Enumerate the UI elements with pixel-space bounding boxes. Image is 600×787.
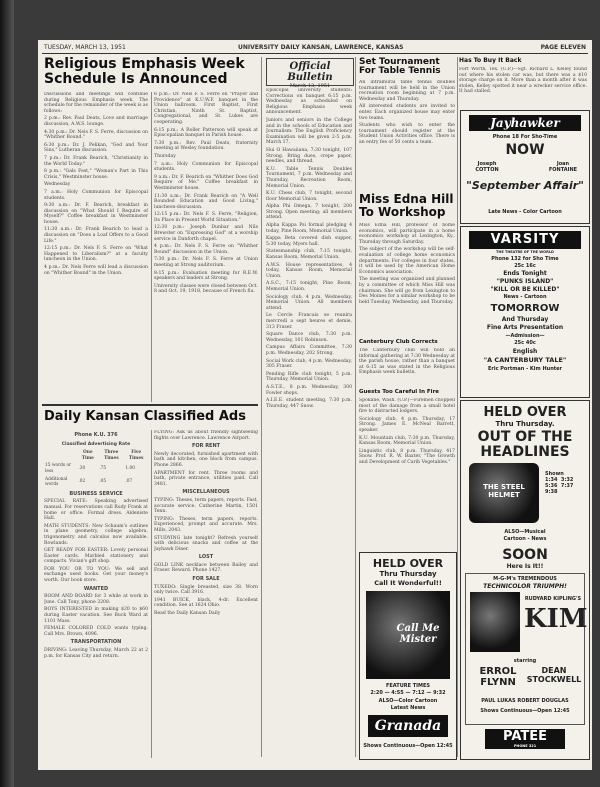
- kim-cast: PAUL LUKAS ROBERT DOUGLAS: [481, 698, 569, 704]
- paragraph: Thursday: [154, 153, 176, 159]
- kim-starring: starring: [513, 658, 537, 664]
- tennis-body: [359, 80, 455, 190]
- paragraph: Discussions and meetings will continue during Religious Emphasis week. The schedule for the remainder of the week is as follows:: [44, 92, 148, 114]
- paragraph: 7 a.m.: Holy Communion for Episcopal students.: [154, 161, 258, 173]
- jayhawker-phone: Phone 18 For Sho-Time: [492, 134, 558, 140]
- classified-section-head: WANTED: [83, 585, 109, 592]
- jayhawker-ad: [460, 110, 590, 224]
- granada-cartoon: ALSO—Color Cartoon: [378, 698, 438, 704]
- paragraph: 11:30 a.m.: Dr. Frank Bearich on "A Well Rounded Education and Good Living," luncheon-discussion.: [154, 193, 258, 210]
- granada-feature-times-label: FEATURE TIMES: [385, 683, 431, 689]
- classified-ad: SPECIAL RATE: Speaking advertised manual. For reservations call Rudy Frank at home or office. Formal dress. Aldeniste Hall.: [44, 499, 148, 522]
- classified-section-head: BUSINESS SERVICE: [69, 490, 123, 497]
- varsity-prices-2: 25c 40c: [514, 340, 536, 346]
- varsity-canterbury-tale: "A CANTERBURY TALE": [483, 356, 567, 364]
- patee-showtimes: Shown 1:34 3:32 5:36 7:37 9:38: [545, 471, 574, 495]
- paragraph: A.S.T.E., 8 p.m. Wednesday, 300 Fowler shops.: [266, 384, 352, 396]
- paragraph: 6 p.m.: Dr. Nels F. S. Ferre on "Prayer and Providence" at K.U.W.F. banquet in the Union ballroom. First Baptist, First Christian, Ninth St. Baptist, Congregational, and St. Lukes are cooperating.: [154, 92, 258, 125]
- bulletin-title: Official Bulletin: [287, 61, 333, 83]
- classified-column-1: [44, 430, 148, 758]
- rate-cell: 1.00: [125, 466, 135, 472]
- classified-section-head: LOST: [198, 554, 214, 561]
- jayhawker-logo: Jayhawker: [469, 115, 581, 131]
- varsity-ends: Ends Tonight: [503, 270, 547, 277]
- kim-technicolor: TECHNICOLOR TRIUMPH!: [483, 583, 567, 590]
- classified-rule: [42, 404, 258, 406]
- paragraph: University classes were closed between Oct. 8 and Oct. 19, 1918, because of French flu.: [154, 283, 258, 295]
- paragraph: A.S.C., 7:15 tonight, Pine Room, Memorial Union.: [266, 281, 352, 292]
- varsity-english: English: [512, 348, 538, 355]
- paragraph: K.U. Mountain club, 7:30 p.m. Thursday, Kansas Room, Memorial Union.: [359, 435, 455, 447]
- paragraph: Episcopal university students: Corrections on banquet 6:15 p.m. Wednesday as scheduled on Religious Emphasis week announcement.: [266, 88, 352, 116]
- paragraph: Kappa Beta covered dish supper, 5:30 today, Myers hall.: [266, 236, 352, 247]
- classified-column-2: [154, 430, 258, 758]
- paragraph: The subject of the workshop will be self-evaluation of college home economics departments. For colleges in four states, it will be used by the American Home Economics association.: [359, 247, 455, 275]
- kim-stockwell: DEAN STOCKWELL: [526, 666, 582, 684]
- column-rule: [355, 57, 356, 757]
- masthead-rule: [42, 53, 588, 54]
- rate-header-cell: One Time: [81, 450, 94, 461]
- binding-spine: [0, 0, 14, 787]
- classified-ad: GOLD LINK necklace between Bailey and Fraser. Reward. Phone 1427.: [154, 562, 258, 574]
- paragraph: Miss Edna Hill, professor of home economics, will participate in a home economics workshop at Lexington, Ky., Thursday through Saturday.: [359, 223, 455, 245]
- paragraph: 4:30 p.m.: Dr. Nels F. S. Ferre, discussion on "Whither Bound.": [44, 129, 148, 141]
- rate-cell: 15 words or less: [45, 463, 72, 474]
- paragraph: Sociology club, 4 p.m. Thursday, 17 Strong. James E. McNeal Barrett, speaker.: [359, 416, 455, 433]
- classified-ad: STUDYING late tonight? Refresh yourself with delicious snacks and coffee at the Jayhawk Diner.: [154, 535, 258, 552]
- patee-ad: [460, 400, 590, 760]
- classified-section-head: FOR SALE: [192, 576, 220, 583]
- varsity-and-thursday: And Thursday: [501, 316, 549, 323]
- paragraph: Wednesday: [44, 182, 71, 188]
- column-rule: [457, 57, 458, 757]
- patee-here-is-it: Here Is It!!: [506, 563, 544, 570]
- paragraph: Sociology club, 4 p.m. Wednesday, Memorial Union. All members attend.: [266, 294, 352, 311]
- paragraph: Campus Affairs Committee, 7:30 p.m. Wednesday, 202 Strong.: [266, 345, 352, 356]
- varsity-phone: Phone 132 for Sho Time: [491, 256, 559, 262]
- classified-ad: Newly decorated, furnished apartment with bath and kitchen, one block from campus. Phone 2866.: [154, 451, 258, 468]
- paragraph: Linguistic club, 8 p.m. Thursday, 417 Snow. Prof. R. W. Baxter, "The Growth and Development of Carib Vegetables.": [359, 448, 455, 465]
- bulletin-date: March 13, 1951: [289, 83, 331, 89]
- varsity-logo: VARSITY: [469, 231, 581, 249]
- classified-section-head: MISCELLANEOUS: [182, 489, 230, 496]
- varsity-tagline: THE THEATRE OF THE WORLD: [496, 250, 554, 254]
- kim-panel: [465, 573, 588, 725]
- kim-title: KIM: [524, 604, 588, 634]
- granada-thru-thursday: Thru Thursday: [379, 570, 437, 578]
- classified-ad: ROOM AND BOARD for 3 while at work in June. Call Tony, phone 3208.: [44, 594, 148, 605]
- buyback-body: Fort Worth, Tex. (U.P.)—Sgt. Richard L. Kelley found out where his stolen car was, but there was a $10 storage charge on it. More than a month after it was stolen, Kelley spotted it near a wrecker service office. It had stalled.: [459, 67, 587, 95]
- kim-photo: [470, 592, 520, 652]
- jayhawker-feature: "September Affair": [466, 179, 584, 192]
- paragraph: Square Dance club, 7:30 p.m. Wednesday, 101 Robinson.: [266, 332, 352, 343]
- paragraph: 8 p.m.: "Gals Fest," "Woman's Part in This Crisis," Westminster house.: [44, 169, 148, 180]
- paragraph: Hui O Hawaiiana, 7:30 tonight, 107 Strong. Bring dues, crepe paper, needles, and thread.: [266, 147, 352, 165]
- rate-cell: .02: [78, 479, 86, 485]
- granada-feature-times: 2:20 — 4:55 — 7:12 — 9:32: [370, 690, 446, 696]
- star-left: Joseph COTTON: [475, 161, 499, 173]
- hill-headline: Miss Edna Hill To Workshop: [359, 192, 454, 219]
- rate-row: [44, 462, 148, 475]
- paragraph: 9 a.m.: Dr. F. Bearich on "Whither Does God Require of Me." Coffee breakfast in Westminster house.: [154, 174, 258, 191]
- column-rule: [261, 57, 262, 757]
- jayhawker-extras: Late News - Color Cartoon: [488, 209, 562, 215]
- paragraph: 2 p.m.: Rev. Paul Deats, Love and marriage discussion, A.W.S. lounge.: [44, 116, 148, 127]
- column-rule: [151, 92, 152, 402]
- paper-name: UNIVERSITY DAILY KANSAN, LAWRENCE, KANSAS: [238, 44, 404, 51]
- paragraph: 9:30 a.m.: Dr. F. Bearich, breakfast in discussion on "What Should I Require of Myself?" Coffee breakfast in Westminster house.: [44, 203, 148, 225]
- paragraph: 12:15 p.m.: Dr. Nels F. S. Ferre, "Religion, Its Place in Present World Situation.": [154, 212, 258, 223]
- buyback-headline: Has To Buy It Back: [459, 57, 522, 64]
- classified-headline: Daily Kansan Classified Ads: [44, 409, 246, 424]
- paragraph: Juniors and seniors in the College and in the schools of Education and Journalism: The English Proficiency Examination will be given 2-5 p.m. March 17.: [266, 117, 352, 146]
- varsity-cast: Eric Portman - Kim Hunter: [487, 366, 563, 372]
- tennis-headline: Set Tournament For Table Tennis: [359, 57, 441, 77]
- patee-out-of-the: OUT OF THE: [477, 429, 573, 445]
- page-number: PAGE ELEVEN: [540, 44, 586, 51]
- paragraph: 6:30 p.m.: Dr. J. Pelikan, "God and Your Sins," Lutheran discussion.: [44, 142, 148, 154]
- paragraph: 7 a.m.: Holy Communion for Episcopal students.: [44, 189, 148, 201]
- paragraph: K.U. Table Tennis Doubles Tournament, 7 p.m. Wednesday and Thursday, Recreation Room, Memorial Union.: [266, 166, 352, 189]
- kim-kipling: RUDYARD KIPLING'S: [524, 596, 582, 602]
- religious-column-2: [154, 92, 258, 402]
- varsity-feature-2: "KILL OR BE KILLED": [490, 286, 560, 293]
- paragraph: 12:15 p.m.: Dr. Nels F. S. Ferre on "What Happened to Liberalism?" at a faculty luncheon in the Union.: [44, 246, 148, 263]
- paragraph: Spokane, Wash. (U.P.)—Firemen chopped most of the damage from a small hotel fire to distracted lodgers.: [359, 398, 455, 415]
- patee-steel-helmet: THE STEEL HELMET: [483, 483, 525, 499]
- paragraph: K.U. Chess club, 7 tonight, second floor Memorial Union.: [266, 191, 352, 202]
- rate-row: [44, 476, 148, 489]
- paragraph: All interested students are invited to enter. Each organized house may enter two teams.: [359, 104, 455, 121]
- classified-ad: FEMALE COLORED COLD wants typing. Call Mrs. Brown, 4096.: [44, 626, 148, 637]
- classified-ad: 1941 BUICK, black, 4-dr. Excellent condition. See at 1624 Ohio.: [154, 597, 258, 609]
- varsity-prices: 25c 16c: [514, 263, 536, 269]
- bulletin-title-box: [266, 58, 354, 89]
- classified-ad: FLYING: Ask us about friendly sightseeing flights over Lawrence. Lawrence Airport.: [154, 430, 258, 441]
- granada-shows: Shows Continuous—Open 12:45: [363, 743, 453, 749]
- rate-header-cell: Three Times: [104, 450, 119, 461]
- classified-rate-title: Classified Advertising Rate: [61, 441, 131, 447]
- religious-column-1: [44, 92, 148, 402]
- paragraph: A.W.S. House representatives, 4 today, Kansas Room, Memorial Union.: [266, 262, 352, 279]
- patee-thru-thursday: Thru Thursday.: [495, 420, 555, 428]
- paragraph: Alpha Phi Omega, 7 tonight, 200 Strong. Open meeting; all members attend.: [266, 204, 352, 221]
- granada-logo: Granada: [368, 715, 448, 737]
- paragraph: 7 p.m.: Dr. Frank Bearich, "Christianity in the World Today.": [44, 155, 148, 167]
- canterbury-body: The Canterbury club will hold an informal gathering at 7:30 Wednesday at the parish house, rather than a banquet at 6:15 as was stated in the Religious Emphasis week bulletin.: [359, 348, 455, 376]
- issue-date: TUESDAY, MARCH 13, 1951: [44, 44, 126, 51]
- paragraph: 7:30 p.m.: Rev. Paul Deats, fraternity meeting at Wesley foundation.: [154, 140, 258, 152]
- rate-table-header: [44, 449, 148, 462]
- patee-headlines: HEADLINES: [480, 444, 570, 460]
- granada-latest-news: Latest News: [390, 705, 426, 711]
- paragraph: An intramural table tennis doubles tournament will be held in the Union recreation room beginning at 7 p.m. Wednesday and Thursday.: [359, 80, 455, 102]
- paragraph: Pending Rifle club tonight, 5 p.m. Thursday, Memorial Union.: [266, 371, 352, 383]
- classified-ad: FOR YOU OR TO YOU: We sell and exchange used books. Get your money's worth. Our book store.: [44, 566, 148, 584]
- patee-logo: PATEE PHONE 321: [485, 729, 565, 749]
- classified-phone: Phone K.U. 376: [74, 432, 118, 438]
- granada-held-over: HELD OVER: [372, 557, 444, 570]
- star-right: Joan FONTAINE: [548, 161, 578, 173]
- paragraph: Social Work club, 4 p.m. Wednesday, 305 Fraser.: [266, 358, 352, 370]
- varsity-tomorrow: TOMORROW: [490, 303, 560, 314]
- paragraph: Students who wish to enter the tournament should register at the Student Union Activities office. There is an entry fee of 50 cents a team.: [359, 123, 455, 145]
- newspaper-page: [38, 40, 592, 770]
- kim-flynn: ERROL FLYNN: [479, 666, 517, 688]
- paragraph: Statesmanship club, 7:15 tonight, Kansas Room, Memorial Union.: [266, 249, 352, 261]
- classified-ad: GET READY FOR EASTER: Lovely personal Easter cards. Marbled stationery and compacts. Vivian's gift shop.: [44, 548, 148, 565]
- rate-header-cell: [44, 449, 77, 462]
- varsity-feature-1: "PUNKS ISLAND": [496, 278, 554, 285]
- patee-held-over: HELD OVER: [483, 405, 567, 420]
- rate-cell: .30: [78, 466, 86, 472]
- paragraph: 4 p.m.: Dr. Nels Ferre will lead a discussion on "Whither Bound" in the Union.: [44, 265, 148, 276]
- classified-ad: Read the Daily Kansan Daily: [154, 611, 221, 617]
- rate-cell: .07: [125, 479, 133, 485]
- classified-ad: TUXEDO: Single breasted, size 38. Worn only twice. Call 3916.: [154, 584, 258, 596]
- paragraph: 11:30 a.m.: Dr. Frank Bearich to lead a discussion on "Does a Loaf Offers to a Good Life.": [44, 227, 148, 244]
- canterbury-headline: Canterbury Club Corrects: [359, 339, 438, 345]
- bulletin-body: [266, 88, 352, 756]
- classified-section-head: TRANSPORTATION: [70, 639, 122, 646]
- classified-ad: TYPING: Theses, term papers, reports. Fast, accurate service. Catherine Martin, 1501 Tenn.: [154, 497, 258, 515]
- patee-soon: SOON: [502, 547, 548, 563]
- granada-call-it: Call It Wonderful!!: [374, 579, 442, 587]
- classified-ad: BOYS INTERESTED in making $20 to $60 during Easter vacation. See Buck Ward at 1101 Mass.: [44, 607, 148, 624]
- granada-ad: [359, 552, 457, 760]
- classified-ad: DRIVING: Leaving Thursday, March 22 at 2 p.m. for Kansas City and return.: [44, 648, 148, 659]
- paragraph: A.I.E.E. student meeting, 7:30 p.m. Thursday, 447 Snow.: [266, 398, 352, 409]
- rate-table: [44, 449, 148, 489]
- paragraph: 6:15 p.m.: A Roller Patterson will speak at Episcopalian banquet in Parish house.: [154, 127, 258, 139]
- patee-cartoon-news: Cartoon - News: [503, 536, 547, 542]
- kim-mgm: M-G-M's TREMENDOUS: [493, 576, 557, 582]
- column-rule: [151, 430, 152, 758]
- rate-cell: .75: [99, 466, 107, 472]
- hill-body: [359, 223, 455, 338]
- patee-also-musical: ALSO—Musical: [504, 529, 546, 535]
- classified-ad: MATH STUDENTS: New Schaum's outlines in plane geometry, college algebra, trigonometry and calculus now available. Rowlands.: [44, 523, 148, 546]
- paragraph: 8:15 p.m.: Evaluation meeting for R.E.W. speakers and leaders at Strong.: [154, 270, 258, 282]
- paragraph: 7:30 p.m.: Dr. Nels F. S. Ferre at Union meeting at Strong auditorium.: [154, 257, 258, 269]
- paragraph: 12:30 p.m.: Joseph Dunbar and Nils Brewster on "Expressing God" at a worship service in Danforth chapel.: [154, 225, 258, 242]
- rate-cell: Additional words: [45, 476, 68, 488]
- classified-section-head: FOR RENT: [191, 443, 221, 450]
- paragraph: Alpha Kappa Psi formal pledging 4 today, Pine Room, Memorial Union.: [266, 223, 352, 234]
- guests-headline: Guests Too Careful In Fire: [359, 389, 440, 395]
- rate-cell: .05: [99, 479, 107, 485]
- varsity-admission: —Admission—: [505, 333, 545, 339]
- varsity-extras: News - Cartoon: [503, 294, 547, 300]
- paragraph: The meeting was organized and planned by a committee of which Miss Hill was chairman. She will go from Lexington to Des Moines for a similar workshop to be held Tuesday, Wednesday, and Thursday.: [359, 277, 455, 305]
- guests-body: [359, 398, 455, 550]
- granada-feature-title: Call Me Mister: [396, 623, 440, 645]
- paragraph: Le Cercle Francais se reunira mercredi a sept heures et demie, 313 Fraser.: [266, 313, 352, 330]
- kim-shows: Shows Continuous—Open 12:45: [480, 708, 570, 714]
- classified-ad: APARTMENT for rent. Three rooms and bath, private entrance, utilities paid. Call 3481.: [154, 470, 258, 487]
- classified-ad: TYPING: Theses, term papers, reports. Experienced, prompt and accurate. Mrs. Mills, 2043.: [154, 516, 258, 533]
- rate-header-cell: Five Times: [128, 450, 144, 461]
- classified-items-1: [44, 492, 148, 659]
- paragraph: 4 p.m.: Dr. Nels F. S. Ferre on "Whither Bound" discussion in the Union.: [154, 244, 258, 255]
- varsity-fine-arts: Fine Arts Presentation: [486, 324, 564, 331]
- varsity-ad: [460, 226, 590, 398]
- religious-headline: Religious Emphasis Week Schedule Is Announced: [44, 56, 245, 87]
- jayhawker-now: NOW: [505, 142, 545, 158]
